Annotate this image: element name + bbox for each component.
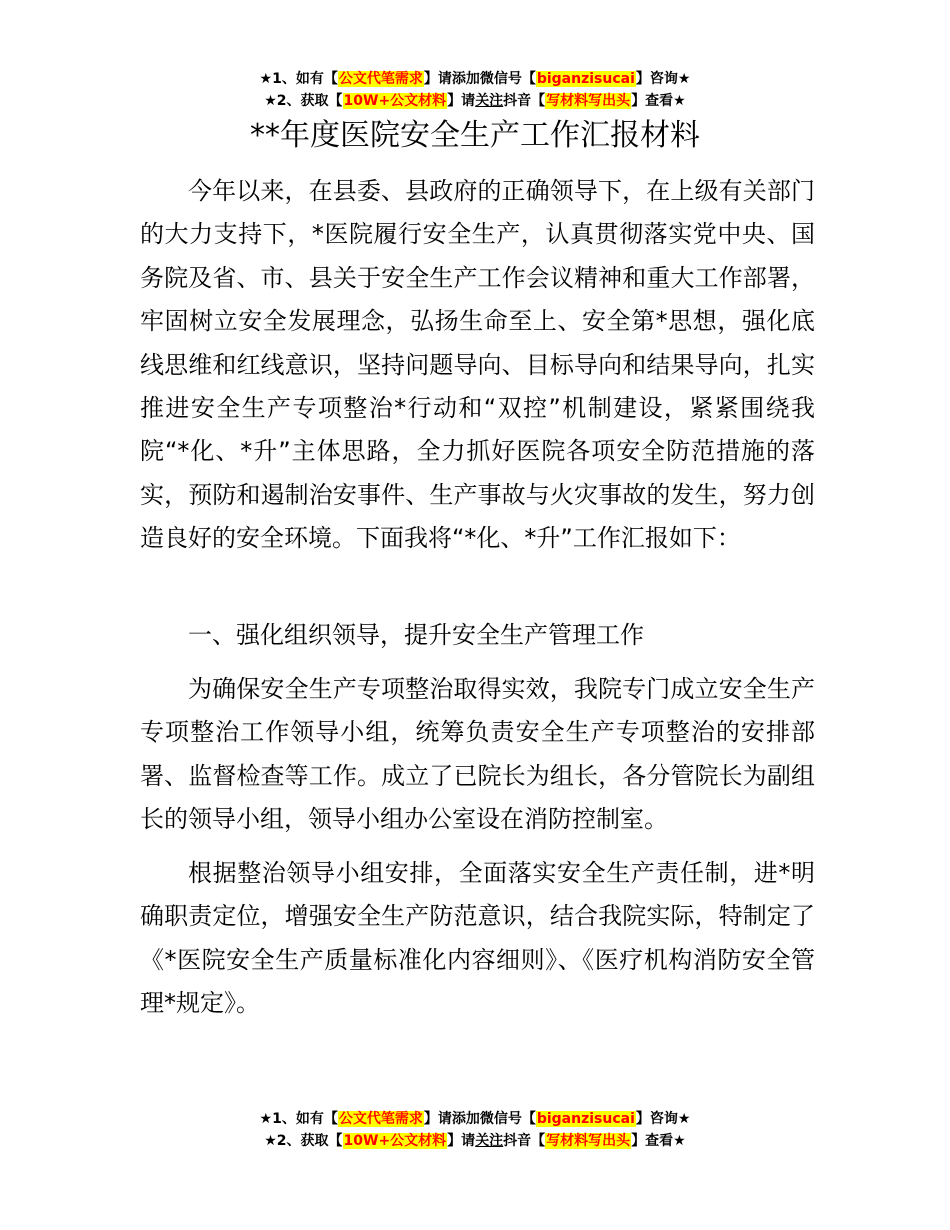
promo-text: 抖音【 bbox=[503, 1133, 546, 1149]
promo-line-2 bbox=[0, 1130, 950, 1152]
promo-text: 加 bbox=[465, 71, 480, 87]
promo-text: 微信号【 bbox=[479, 1111, 536, 1127]
promo-text: 微信号【 bbox=[479, 71, 536, 87]
paragraph-text: 今年以来，在县委、县政府的正确领导下，在上级有关部门的大力支持下，*医院履行安全生产，认真贯彻落实党中央、国务院及省、市、县关于安全生产工作会议精神和重大工作部署，牢固树立安全发展理念，弘扬生命至上、安全第*思想，强化底线思维和红线意识，坚持问题导向、目标导向和结果导向，扎实推进安全生产专项整治*行动和“双控”机制建设，紧紧围绕我院“*化、*升”主体思路，全力抓好医院各项安全防范措施的落实，预防和遏制治安事件、生产事故与火灾事故的发生，努力创造良好的安全环境。下面我将“*化、*升”工作汇报如下： bbox=[140, 177, 815, 553]
promo-text: 加 bbox=[465, 1111, 480, 1127]
document-title: **年度医院安全生产工作汇报材料 bbox=[250, 118, 700, 153]
promo-highlight-materials: 10W+公文材料 bbox=[343, 93, 447, 109]
promo-text: ★2、获取【 bbox=[264, 1133, 343, 1149]
top-promo-banner bbox=[0, 68, 950, 112]
promo-text-underlined: 关注 bbox=[475, 1133, 504, 1149]
promo-highlight-wechat-id: biganzisucai bbox=[536, 71, 635, 87]
paragraph-text: 根据整治领导小组安排，全面落实安全生产责任制，进*明确职责定位，增强安全生产防范意识，结合我院实际，特制定了《*医院安全生产质量标准化内容细则》、《医疗机构消防安全管理*规定》。 bbox=[140, 859, 815, 1018]
promo-highlight-douyin-account: 写材料写出头 bbox=[546, 93, 631, 109]
paragraph-organization bbox=[140, 668, 815, 842]
heading-text: 一、强化组织领导，提升安全生产管理工作 bbox=[188, 621, 644, 649]
promo-highlight-materials: 10W+公文材料 bbox=[343, 1133, 447, 1149]
promo-text: 】查看★ bbox=[631, 93, 686, 109]
promo-line-2 bbox=[0, 90, 950, 112]
paragraph-text: 为确保安全生产专项整治取得实效，我院专门成立安全生产专项整治工作领导小组，统筹负责安全生产专项整治的安排部署、监督检查等工作。成立了已院长为组长，各分管院长为副组长的领导小组，领导小组办公室设在消防控制室。 bbox=[140, 675, 815, 834]
promo-line-1 bbox=[0, 1108, 950, 1130]
paragraph-intro bbox=[140, 170, 815, 561]
bottom-promo-banner bbox=[0, 1108, 950, 1152]
promo-text: ★1、如有【 bbox=[259, 1111, 338, 1127]
paragraph-responsibility bbox=[140, 852, 815, 1026]
promo-highlight-writing-service: 公文代笔需求 bbox=[338, 71, 423, 87]
section-heading-1 bbox=[140, 614, 815, 657]
promo-text: 】查看★ bbox=[631, 1133, 686, 1149]
promo-text: 】请 bbox=[447, 1133, 476, 1149]
promo-text: 】请 bbox=[447, 93, 476, 109]
promo-text: 】请添 bbox=[423, 71, 466, 87]
promo-text: ★2、获取【 bbox=[264, 93, 343, 109]
promo-text: 】咨询★ bbox=[635, 1111, 691, 1127]
promo-highlight-writing-service: 公文代笔需求 bbox=[338, 1111, 423, 1127]
promo-highlight-douyin-account: 写材料写出头 bbox=[546, 1133, 631, 1149]
promo-line-1 bbox=[0, 68, 950, 90]
promo-text: 抖音【 bbox=[503, 93, 546, 109]
promo-text: ★1、如有【 bbox=[259, 71, 338, 87]
promo-text: 】咨询★ bbox=[635, 71, 691, 87]
promo-text-underlined: 关注 bbox=[475, 93, 504, 109]
promo-text: 】请添 bbox=[423, 1111, 466, 1127]
promo-highlight-wechat-id: biganzisucai bbox=[536, 1111, 635, 1127]
